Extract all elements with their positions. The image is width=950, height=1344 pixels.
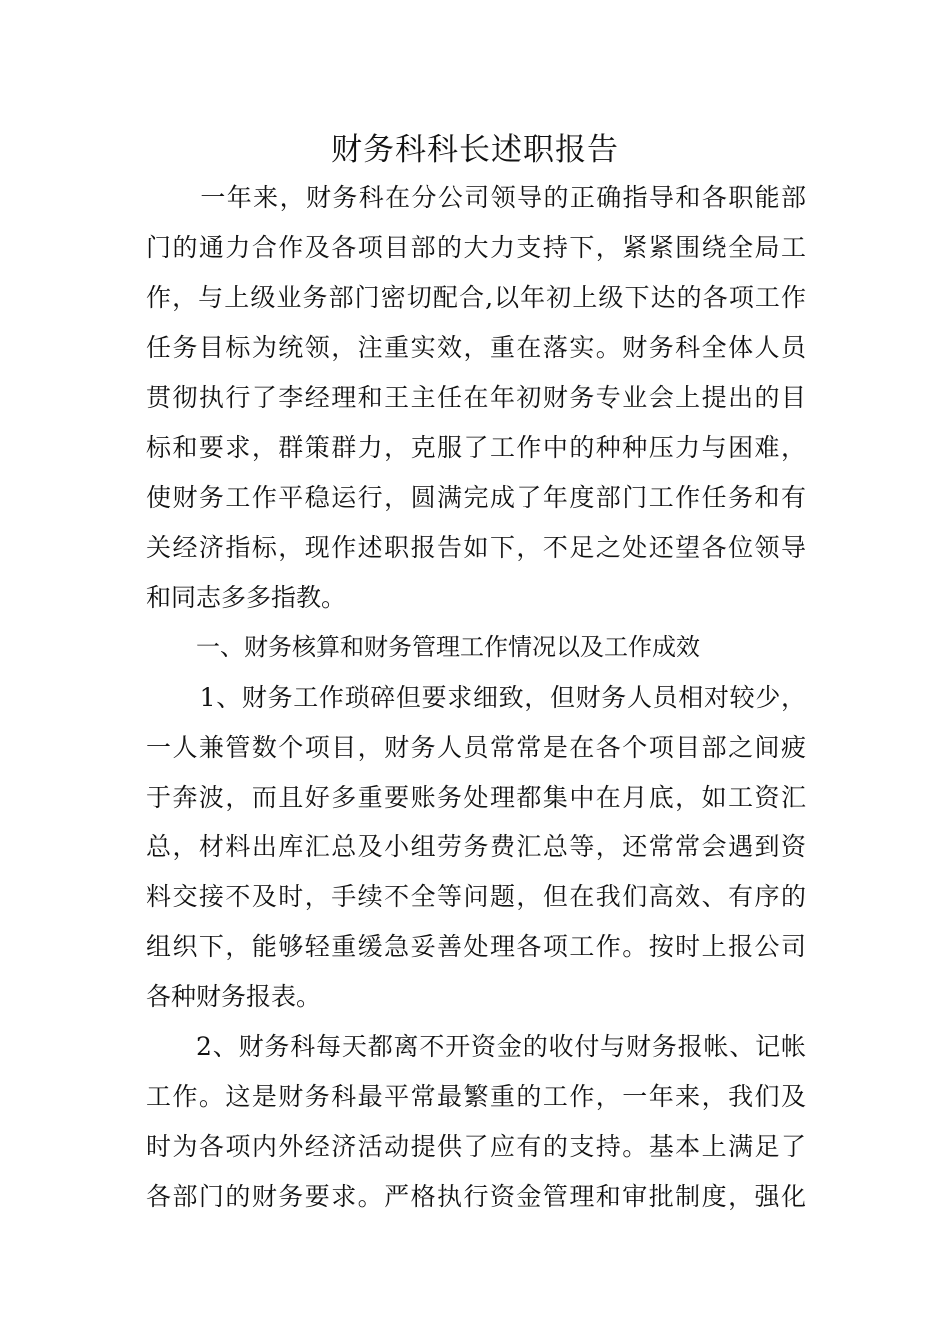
paragraph-2-line-4: 总，材料出库汇总及小组劳务费汇总等，还常常会遇到资 (146, 832, 806, 861)
paragraph-2-line-1: 1、财务工作琐碎但要求细致，但财务人员相对较少， (174, 683, 806, 712)
paragraph-2-line-5: 料交接不及时，手续不全等问题，但在我们高效、有序的 (146, 882, 806, 911)
document-title: 财务科科长述职报告 (331, 132, 619, 168)
paragraph-1-line-4: 任务目标为统领，注重实效，重在落实。财务科全体人员 (146, 333, 806, 362)
paragraph-2-line-7: 各种财务报表。 (146, 982, 322, 1011)
paragraph-3-line-1: 2、财务科每天都离不开资金的收付与财务报帐、记帐 (196, 1032, 806, 1061)
paragraph-1-line-9: 和同志多多指教。 (146, 583, 347, 612)
paragraph-1-line-3: 作，与上级业务部门密切配合,以年初上级下达的各项工作 (146, 283, 806, 312)
paragraph-1-line-2: 门的通力合作及各项目部的大力支持下，紧紧围绕全局工 (146, 233, 806, 262)
paragraph-1-line-7: 使财务工作平稳运行，圆满完成了年度部门工作任务和有 (146, 483, 806, 512)
paragraph-2-line-2: 一人兼管数个项目，财务人员常常是在各个项目部之间疲 (146, 733, 806, 762)
paragraph-2-line-6: 组织下，能够轻重缓急妥善处理各项工作。按时上报公司 (146, 932, 806, 961)
paragraph-2-line-3: 于奔波，而且好多重要账务处理都集中在月底，如工资汇 (146, 783, 806, 812)
paragraph-3-line-4: 各部门的财务要求。严格执行资金管理和审批制度，强化 (146, 1182, 806, 1211)
paragraph-3-line-2: 工作。这是财务科最平常最繁重的工作，一年来，我们及 (146, 1082, 806, 1111)
paragraph-1-line-1: 一年来，财务科在分公司领导的正确指导和各职能部 (174, 183, 806, 212)
paragraph-1-line-5: 贯彻执行了李经理和王主任在年初财务专业会上提出的目 (146, 383, 806, 412)
paragraph-1-line-6: 标和要求，群策群力，克服了工作中的种种压力与困难， (146, 433, 806, 462)
paragraph-1-line-8: 关经济指标，现作述职报告如下，不足之处还望各位领导 (146, 533, 806, 562)
section-1-heading: 一、财务核算和财务管理工作情况以及工作成效 (196, 633, 700, 661)
paragraph-3-line-3: 时为各项内外经济活动提供了应有的支持。基本上满足了 (146, 1132, 806, 1161)
